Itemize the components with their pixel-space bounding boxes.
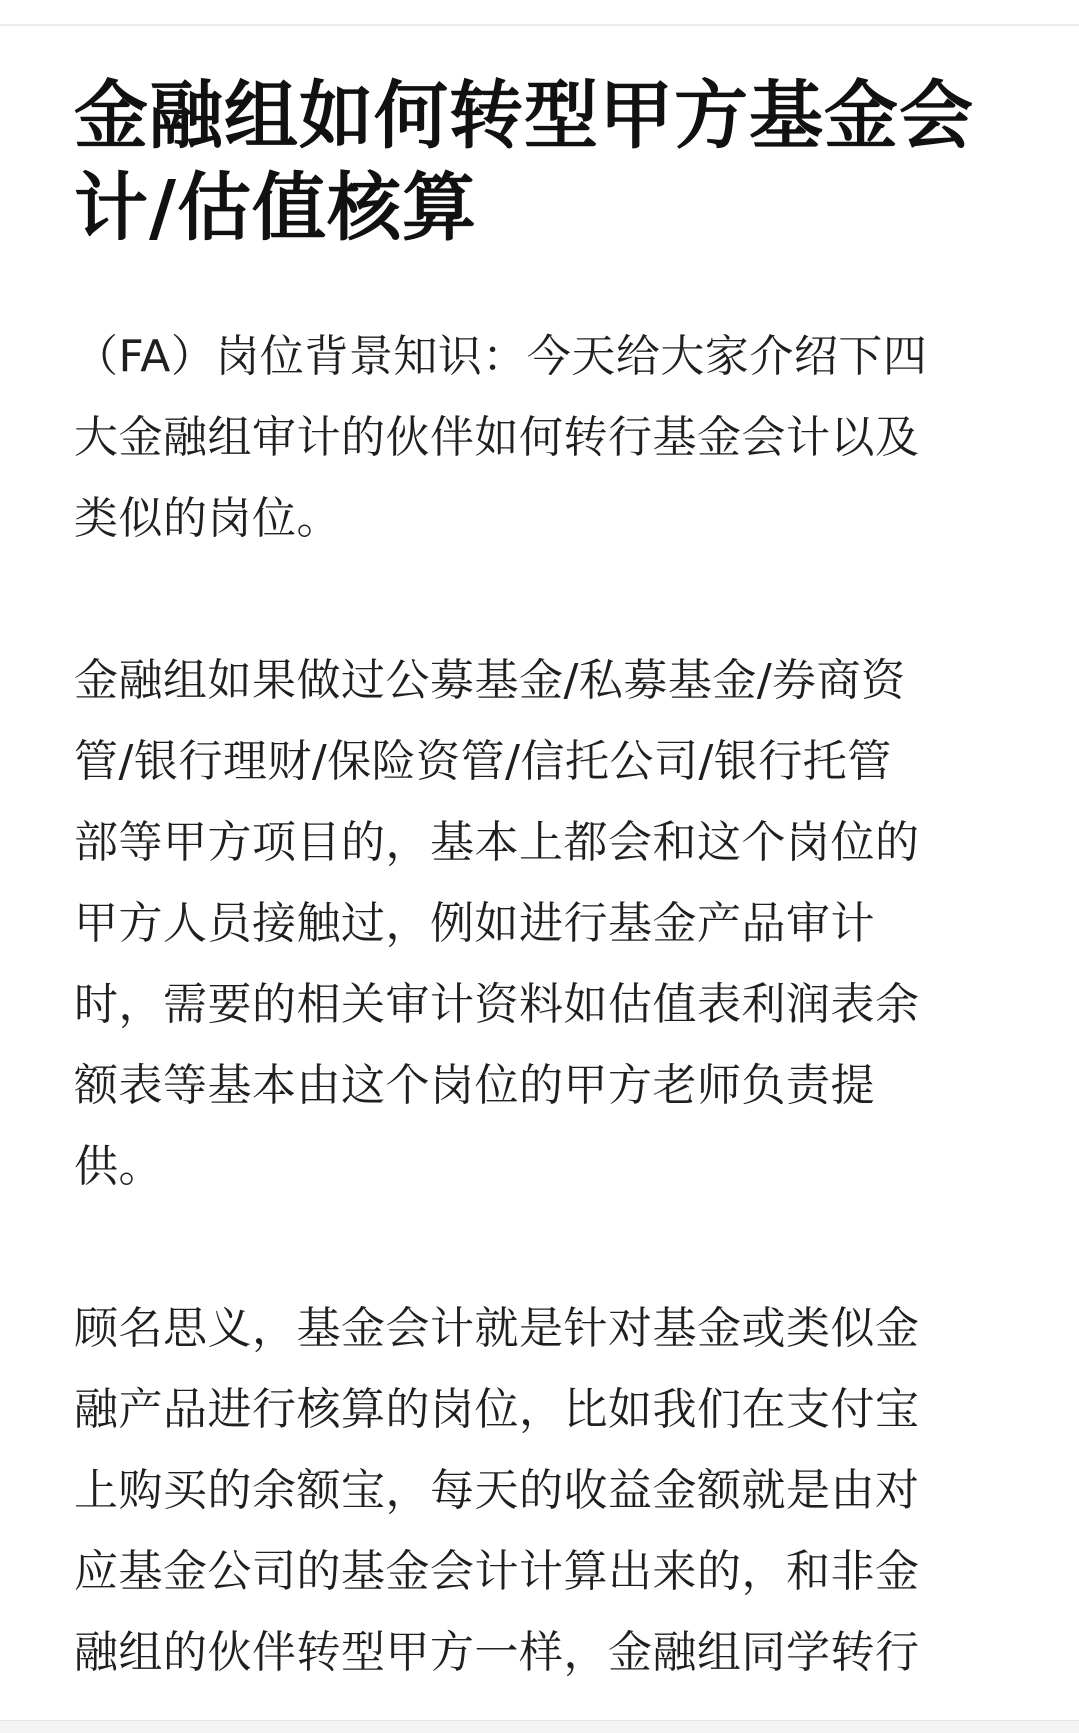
article-paragraph-background: 金融组如果做过公募基金/私募基金/券商资 管/银行理财/保险资管/信托公司/银行托管 部等甲方项目的，基本上都会和这个岗位的 甲方人员接触过，例如进行基金产品审计 时，需要的相关审计资料如估值表利润表余 额表等基本由这个岗位的甲方老师负责提 供。 (74, 655, 920, 1192)
article-title: 金融组如何转型甲方基金会 计/估值核算 (74, 73, 974, 251)
bottom-edge (0, 1720, 1079, 1733)
top-divider (0, 24, 1079, 26)
article-body (74, 70, 1004, 1693)
article-paragraph-intro: （FA）岗位背景知识：今天给大家介绍下四 大金融组审计的伙伴如何转行基金会计以及 类似的岗位。 (74, 331, 928, 544)
article-paragraph-definition: 顾名思义，基金会计就是针对基金或类似金 融产品进行核算的岗位，比如我们在支付宝 上购买的余额宝，每天的收益金额就是由对 应基金公司的基金会计计算出来的，和非金 融组的伙伴转型甲方一样，金融组同学转行 (74, 1303, 920, 1678)
